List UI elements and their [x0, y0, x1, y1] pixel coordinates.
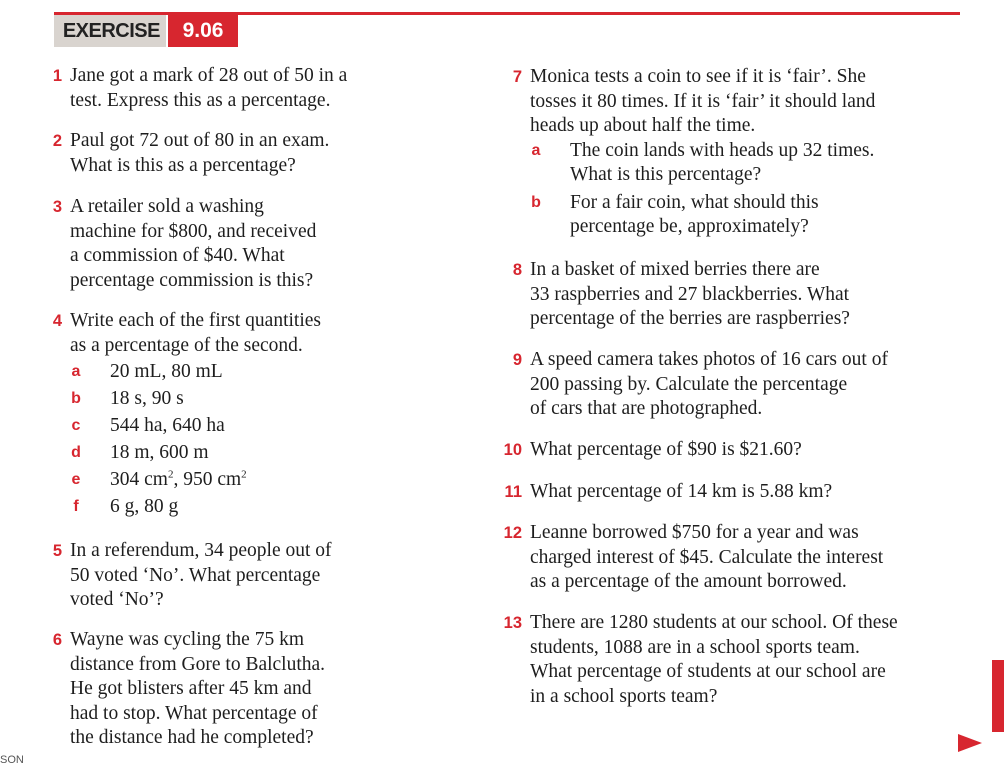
question-number: 6	[52, 631, 62, 649]
sub-text: 304 $cm^2$, 950 $cm^2$	[110, 468, 247, 490]
question-5	[30, 539, 332, 613]
question-1	[30, 64, 347, 113]
sub-question-a	[70, 360, 321, 387]
question-number: 12	[503, 524, 522, 542]
sub-question-e	[70, 468, 321, 495]
question-text: Wayne was cycling the 75 km distance from Gore to Balclutha. He got blisters after 45 km and had to stop. What percentage of the distance had he completed?	[70, 629, 326, 748]
question-number: 1	[52, 67, 62, 85]
sub-question-a: a The coin lands with heads up 32 times. What is this percentage?	[531, 139, 875, 185]
sub-text: 18 m, 600 m	[110, 442, 209, 463]
question-text: What percentage of $90 is $21.60?	[530, 439, 802, 460]
question-number: 2	[52, 132, 62, 150]
question-number: 11	[504, 483, 522, 501]
question-text: Write each of the first quantities as a percentage of the second. a 20 mL, 80 mL b 18 s, 90 s c 544 ha, 640 ha d 18 m, 600 m e 304 $cm^2$, 950 $cm^2$ f 6 g, 80 g	[70, 309, 321, 522]
question-number: 8	[512, 261, 522, 279]
question-3	[30, 195, 316, 293]
question-12	[490, 521, 883, 595]
question-text: Paul got 72 out of 80 in an exam. What is this as a percentage?	[70, 130, 330, 176]
question-4	[30, 309, 321, 522]
question-number: 3	[52, 198, 62, 216]
question-text: There are 1280 students at our school. Of these students, 1088 are in a school sports team. What percentage of students at our school are in a school sports team?	[530, 612, 898, 707]
sub-label: d	[71, 444, 81, 461]
sub-question-b: b For a fair coin, what should this percentage be, approximately?	[531, 191, 819, 237]
sub-label: e	[71, 471, 81, 488]
sub-label: b	[71, 390, 81, 407]
sub-text: 6 g, 80 g	[110, 496, 179, 517]
footer-publisher-fragment: SON	[0, 754, 24, 766]
question-2	[30, 129, 329, 178]
sub-label: c	[71, 417, 81, 434]
question-13	[490, 611, 898, 709]
question-11	[490, 480, 832, 505]
exercise-number: 9.06	[168, 15, 238, 47]
question-text: A speed camera takes photos of 16 cars out of 200 passing by. Calculate the percentage of cars that are photographed.	[530, 349, 888, 419]
sub-text: 18 s, 90 s	[110, 388, 184, 409]
sub-text: 20 mL, 80 mL	[110, 361, 223, 382]
sub-label: a	[71, 363, 81, 380]
question-text: Leanne borrowed $750 for a year and was charged interest of $45. Calculate the interest as a percentage of the amount borrowed.	[530, 522, 884, 592]
question-text: In a referendum, 34 people out of 50 voted ‘No’. What percentage voted ‘No’?	[70, 540, 332, 610]
sub-question-d	[70, 441, 321, 468]
question-number: 10	[503, 441, 522, 459]
question-6	[30, 628, 325, 751]
next-page-arrow-icon[interactable]	[958, 734, 982, 752]
question-number: 13	[503, 614, 522, 632]
question-number: 5	[52, 542, 62, 560]
question-text: Jane got a mark of 28 out of 50 in a test. Express this as a percentage.	[70, 65, 348, 111]
sub-label: a	[531, 141, 541, 159]
question-text: What percentage of 14 km is 5.88 km?	[530, 481, 833, 502]
question-7	[490, 65, 875, 240]
sub-question-c	[70, 414, 321, 441]
question-text: Monica tests a coin to see if it is ‘fair’. She tosses it 80 times. If it is ‘fair’ it should land heads up about half the time. a The coin lands with heads up 32 times. What is this percentage? b For a fair coin, what should this percentage be, approximately?	[530, 65, 875, 240]
exercise-label: EXERCISE	[54, 15, 166, 47]
sub-label: b	[531, 193, 541, 211]
question-9	[490, 348, 888, 422]
question-number: 7	[512, 68, 522, 86]
question-8	[490, 258, 850, 332]
question-number: 4	[52, 312, 62, 330]
sub-question-b	[70, 387, 321, 414]
sub-text: 544 ha, 640 ha	[110, 415, 225, 436]
question-text: A retailer sold a washing machine for $800, and received a commission of $40. What percentage commission is this?	[70, 196, 317, 291]
question-10	[490, 438, 802, 463]
sub-question-f	[70, 495, 321, 522]
question-number: 9	[512, 351, 522, 369]
page-edge-tab	[992, 660, 1004, 732]
sub-label: f	[73, 498, 79, 515]
question-text: In a basket of mixed berries there are 33 raspberries and 27 blackberries. What percentage of the berries are raspberries?	[530, 259, 850, 329]
